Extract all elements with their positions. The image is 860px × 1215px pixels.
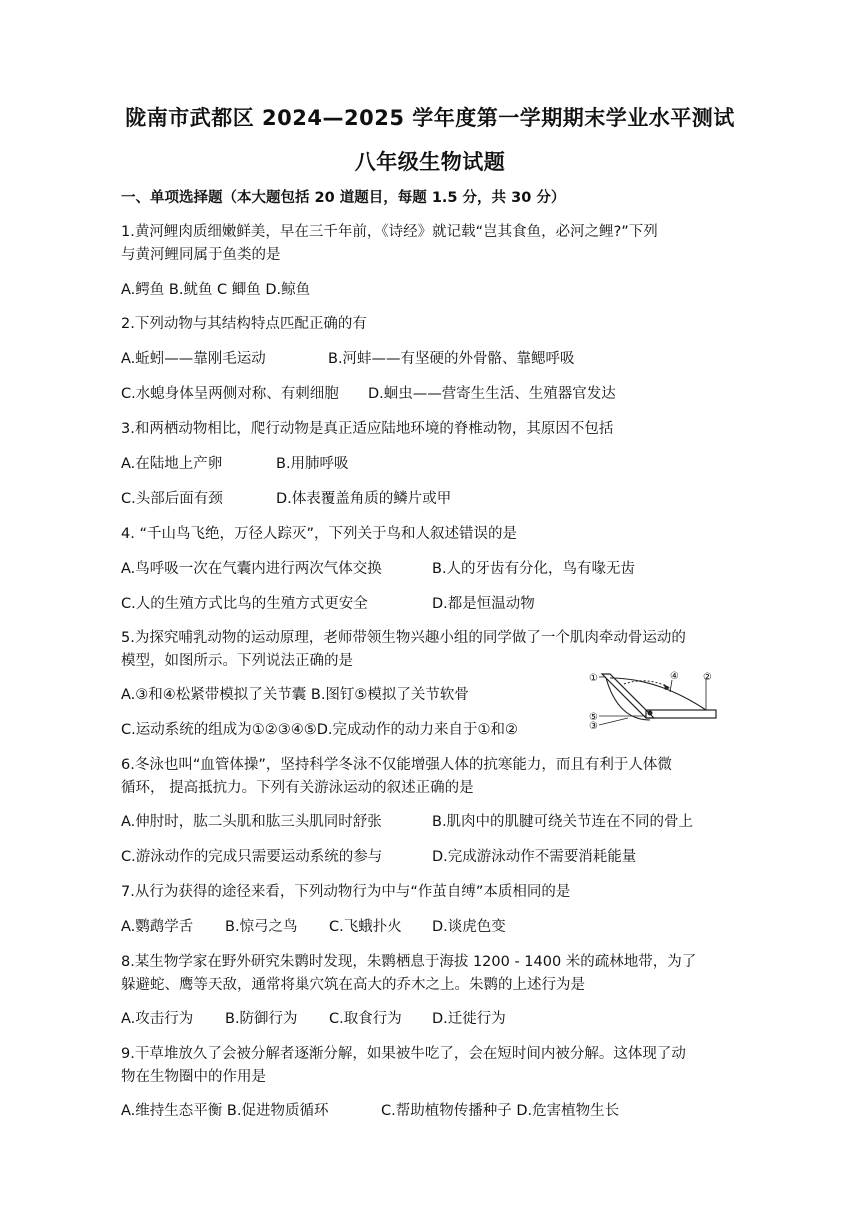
question-stem: 4. “千山鸟飞绝，万径人踪灭”，下列关于鸟和人叙述错误的是	[121, 526, 517, 542]
option-a: A.鹦鹉学舌	[121, 919, 194, 935]
question-stem: 5.为探究哺乳动物的运动原理，老师带领生物兴趣小组的同学做了一个肌肉牵动骨运动的	[121, 630, 686, 646]
lower-bone	[646, 710, 716, 718]
question-stem: 7.从行为获得的途径来看，下列动物行为中与“作茧自缚”本质相同的是	[121, 884, 571, 900]
option-a: A.攻击行为	[121, 1011, 194, 1027]
question-stem: 物在生物圈中的作用是	[121, 1069, 266, 1085]
question-stem: 与黄河鲤同属于鱼类的是	[121, 247, 281, 263]
question-stem: 8.某生物学家在野外研究朱鹮时发现，朱鹮栖息于海拔 1200 - 1400 米的疏林地带，为了	[121, 954, 697, 970]
question-stem: 躲避蛇、鹰等天敌，通常将巢穴筑在高大的乔木之上。朱鹮的上述行为是	[121, 977, 585, 993]
elastic-band-upper	[610, 678, 706, 710]
option-a: A.伸肘时，肱二头肌和肱三头肌同时舒张	[121, 814, 382, 830]
option-b: B.河蚌——有坚硬的外骨骼、靠鳃呼吸	[328, 351, 575, 367]
option-row-cd: C.运动系统的组成为①②③④⑤D.完成动作的动力来自于①和②	[121, 722, 518, 738]
option-b: B.用肺呼吸	[276, 456, 349, 472]
exam-subtitle: 八年级生物试题	[354, 150, 506, 174]
question-stem: 循环， 提高抵抗力。下列有关游泳运动的叙述正确的是	[121, 780, 474, 796]
option-c: C.取食行为	[329, 1011, 402, 1027]
option-row: A.鳄鱼 B.鱿鱼 C 鲫鱼 D.鲸鱼	[121, 282, 311, 298]
option-d: D.都是恒温动物	[432, 596, 535, 612]
pin-joint	[648, 711, 653, 716]
option-c: C.游泳动作的完成只需要运动系统的参与	[121, 849, 383, 865]
question-stem: 模型，如图所示。下列说法正确的是	[121, 653, 353, 669]
question-stem: 1.黄河鲤肉质细嫩鲜美，早在三千年前，《诗经》就记载“岂其食鱼，必河之鲤?”下列	[121, 224, 658, 240]
option-d: D.蛔虫——营寄生生活、生殖器官发达	[368, 386, 616, 402]
option-c: C.水螅身体呈两侧对称、有刺细胞	[121, 386, 339, 402]
question-stem: 3.和两栖动物相比，爬行动物是真正适应陆地环境的脊椎动物，其原因不包括	[121, 421, 614, 437]
option-d: D.迁徙行为	[432, 1011, 506, 1027]
option-a: A.在陆地上产卵	[121, 456, 223, 472]
option-d: D.体表覆盖角质的鳞片或甲	[276, 491, 452, 507]
option-row-ab: A.维持生态平衡 B.促进物质循环	[121, 1103, 329, 1119]
option-b: B.惊弓之鸟	[225, 919, 298, 935]
option-a: A.鸟呼吸一次在气囊内进行两次气体交换	[121, 561, 382, 577]
option-c: C.人的生殖方式比鸟的生殖方式更安全	[121, 596, 368, 612]
option-d: D.谈虎色变	[432, 919, 506, 935]
option-c: C.头部后面有颈	[121, 491, 223, 507]
exam-title: 陇南市武都区 2024—2025 学年度第一学期期末学业水平测试	[125, 106, 735, 130]
option-b: B.人的牙齿有分化，鸟有喙无齿	[432, 561, 636, 577]
label-5: ⑤	[589, 712, 598, 723]
option-b: B.肌肉中的肌腱可绕关节连在不同的骨上	[432, 814, 694, 830]
motion-arc	[624, 681, 670, 688]
label-3: ③	[589, 721, 598, 732]
option-b: B.防御行为	[225, 1011, 298, 1027]
question-stem: 2.下列动物与其结构特点匹配正确的有	[121, 316, 367, 332]
label-1: ①	[589, 673, 598, 684]
option-d: D.完成游泳动作不需要消耗能量	[432, 849, 637, 865]
label-4: ④	[670, 671, 679, 682]
option-c: C.飞蛾扑火	[329, 919, 402, 935]
label-2: ②	[703, 672, 712, 683]
muscle-bone-model-figure	[588, 670, 718, 732]
motion-arrow-head	[664, 684, 670, 690]
section-heading: 一、单项选择题（本大题包括 20 道题目，每题 1.5 分，共 30 分）	[121, 190, 566, 206]
option-a: A.蚯蚓——靠刚毛运动	[121, 351, 266, 367]
option-row-ab: A.③和④松紧带模拟了关节囊 B.图钉⑤模拟了关节软骨	[121, 687, 469, 703]
question-stem: 9.干草堆放久了会被分解者逐渐分解，如果被牛吃了，会在短时间内被分解。这体现了动	[121, 1046, 686, 1062]
option-row-cd: C.帮助植物传播种子 D.危害植物生长	[381, 1103, 620, 1119]
question-stem: 6.冬泳也叫“血管体操”，坚持科学冬泳不仅能增强人体的抗寒能力，而且有利于人体微	[121, 757, 672, 773]
